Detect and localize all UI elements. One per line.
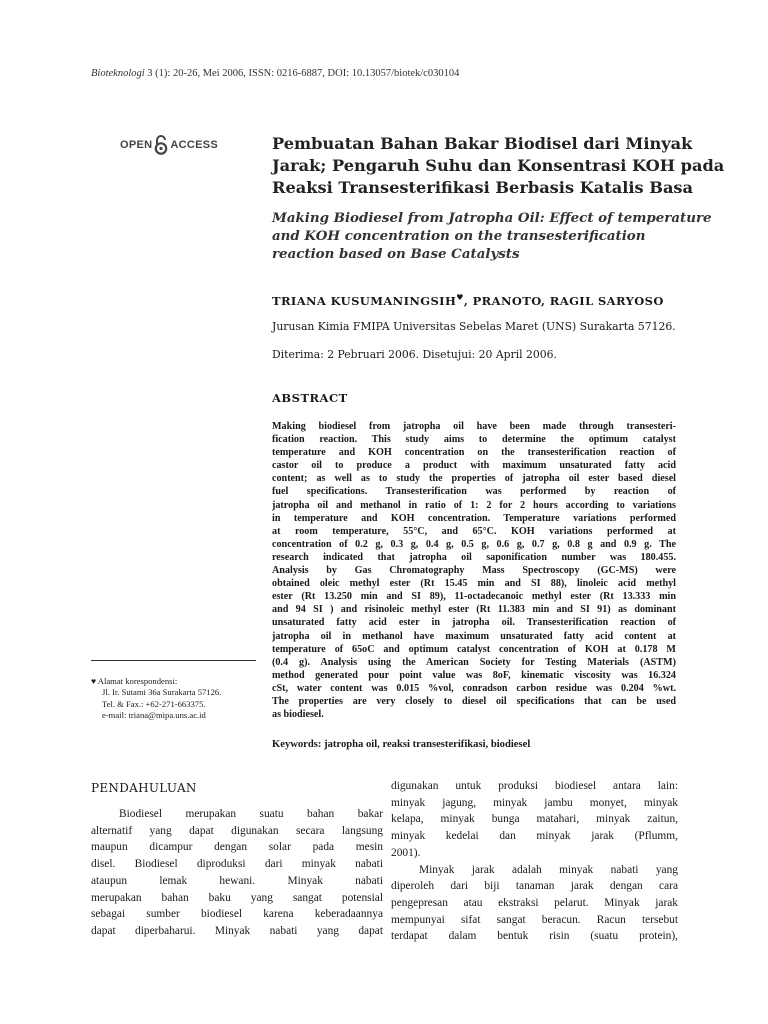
open-lock-icon	[154, 135, 168, 155]
correspondence-address: Jl. Ir. Sutami 36a Surakarta 57126.	[102, 687, 222, 698]
title-line: Jarak; Pengaruh Suhu dan Konsentrasi KOH pada	[272, 156, 725, 175]
subtitle-line: reaction based on Base Catalysts	[272, 246, 520, 262]
open-access-logo	[120, 135, 218, 155]
citation-details: 3 (1): 20-26, Mei 2006, ISSN: 0216-6887, DOI: 10.13057/biotek/c030104	[144, 68, 460, 79]
abstract-line: in temperature and KOH concentration. Temperature variations performed	[272, 512, 676, 524]
abstract-line: castor oil to produce a product with maximum unsaturated fatty acid	[272, 460, 676, 472]
abstract-line: and 94 SI ) and risinoleic methyl ester (Rt 11.383 min and SI 91) as dominant	[272, 604, 676, 616]
body-line: dapat diperbaharui. Minyak nabati yang dapat	[91, 924, 383, 937]
abstract-line: (0.4 g). Analysis using the American Society for Testing Materials (ASTM)	[272, 656, 676, 668]
abstract-heading: ABSTRACT	[272, 391, 348, 405]
title-line: Pembuatan Bahan Bakar Biodisel dari Minyak	[272, 134, 693, 153]
abstract-line: temperature of 65oC and optimum catalyst concentration of KOH at 0.178 M	[272, 643, 676, 655]
body-line: minyak jagung, minyak jambu monyet, minyak	[391, 796, 678, 809]
journal-name: Bioteknologi	[91, 68, 145, 79]
body-line: ataupun lemak hewani. Minyak nabati	[91, 874, 383, 887]
body-line: sebagai sumber biodiesel karena keberadaannya	[91, 908, 383, 921]
body-line: Minyak jarak adalah minyak nabati yang	[419, 863, 678, 876]
open-access-right-text: ACCESS	[170, 139, 219, 151]
abstract-line: ester (Rt 13.250 min and SI 89), 11-octadecanoic methyl ester (Rt 13.333 min	[272, 591, 676, 603]
paper-title	[272, 133, 725, 199]
journal-citation	[91, 68, 459, 79]
body-line: merupakan bahan baku yang sangat potensial	[91, 891, 383, 904]
body-line: alternatif yang dapat digunakan secara langsung	[91, 824, 383, 837]
affiliation: Jurusan Kimia FMIPA Universitas Sebelas Maret (UNS) Surakarta 57126.	[272, 320, 676, 333]
open-access-left-text: OPEN	[120, 139, 153, 151]
right-column-text	[391, 778, 678, 945]
keywords: Keywords: jatropha oil, reaksi transesterifikasi, biodiesel	[272, 739, 531, 750]
body-line: diperoleh dari biji tanaman jarak dengan cara	[391, 880, 678, 893]
abstract-line: content; as well as to study the properties of jatropha oil ester based diesel	[272, 473, 676, 485]
body-line: digunakan untuk produksi biodiesel antara lain:	[391, 780, 678, 792]
abstract-line: method generated pour point value was 8oF, kinematic viscosity was 16.324	[272, 669, 676, 681]
correspondence-note	[91, 676, 221, 721]
correspondence-email: e-mail: triana@mipa.uns.ac.id	[102, 709, 206, 720]
abstract-line: Making biodiesel from jatropha oil have been made through transesteri-	[272, 421, 676, 432]
footnote-divider	[91, 660, 256, 661]
body-line: pengepresan atau ekstraksi pelarut. Minyak jarak	[391, 896, 678, 909]
abstract-line: as biodiesel.	[272, 709, 324, 721]
authors	[272, 292, 664, 308]
other-authors: , PRANOTO, RAGIL SARYOSO	[463, 293, 664, 308]
subtitle-line: and KOH concentration on the transesterification	[272, 228, 646, 244]
abstract-line: at room temperature, 55°C, and 65°C. KOH variations performed at	[272, 525, 676, 537]
paper-subtitle	[272, 209, 712, 263]
abstract-line: temperature and KOH concentration on the transesterification reaction of	[272, 447, 676, 459]
correspondence-phone: Tel. & Fax.: +62-271-663375.	[102, 698, 206, 709]
body-line: 2001).	[391, 846, 421, 859]
abstract-line: fuel specifications. Transesterification was performed by reaction of	[272, 486, 676, 498]
body-line: kelapa, minyak bunga matahari, minyak zaitun,	[391, 813, 678, 826]
correspondence-label: ♥ Alamat korespondensi:	[91, 676, 178, 686]
body-line: Biodiesel merupakan suatu bahan bakar	[119, 808, 383, 820]
section-heading: PENDAHULUAN	[91, 781, 197, 795]
abstract-line: fication reaction. This study aims to determine the optimum catalyst	[272, 434, 676, 446]
abstract-line: jatropha oil in methanol have maximum unsaturated fatty acid content at	[272, 630, 676, 642]
abstract-line: The properties are very closely to diesel oil specifications that can be used	[272, 695, 676, 707]
body-line: disel. Biodiesel diproduksi dari minyak nabati	[91, 858, 383, 871]
subtitle-line: Making Biodiesel from Jatropha Oil: Effect of temperature	[272, 210, 712, 226]
abstract-line: research indicated that jatropha oil saponification number was 180.455.	[272, 551, 676, 563]
abstract-line: jatropha oil and methanol in ratio of 1: 2 for 2 hours according to variations	[272, 499, 676, 511]
corresponding-mark: ♥	[456, 292, 464, 302]
title-line: Reaksi Transesterifikasi Berbasis Katalis Basa	[272, 178, 694, 197]
abstract-line: obtained oleic methyl ester (Rt 15.45 min and SI 88), linoleic acid methyl	[272, 578, 676, 590]
body-line: maupun dicampur dengan solar pada mesin	[91, 841, 383, 854]
first-author: TRIANA KUSUMANINGSIH	[272, 293, 457, 308]
left-column-text	[91, 806, 383, 940]
abstract-line: Analysis by Gas Chromatography Mass Spectroscopy (GC-MS) were	[272, 565, 676, 577]
abstract-body	[272, 420, 676, 721]
abstract-line: cSt, water content was 0.015 %vol, conradson carbon residue was 0.204 %wt.	[272, 682, 676, 694]
body-line: terdapat dalam bentuk risin (suatu protein),	[391, 930, 678, 943]
abstract-line: unsaturated fatty acid ester in jatropha oil. Transesterification reaction of	[272, 617, 676, 629]
body-line: mempunyai sifat sangat beracun. Racun tersebut	[391, 913, 678, 926]
abstract-line: concentration of 0.2 g, 0.3 g, 0.4 g, 0.5 g, 0.6 g, 0.7 g, 0.8 g and 0.9 g. The	[272, 538, 676, 550]
body-line: minyak kedelai dan minyak jarak (Pflumm,	[391, 830, 678, 843]
received-dates: Diterima: 2 Pebruari 2006. Disetujui: 20 April 2006.	[272, 348, 557, 361]
